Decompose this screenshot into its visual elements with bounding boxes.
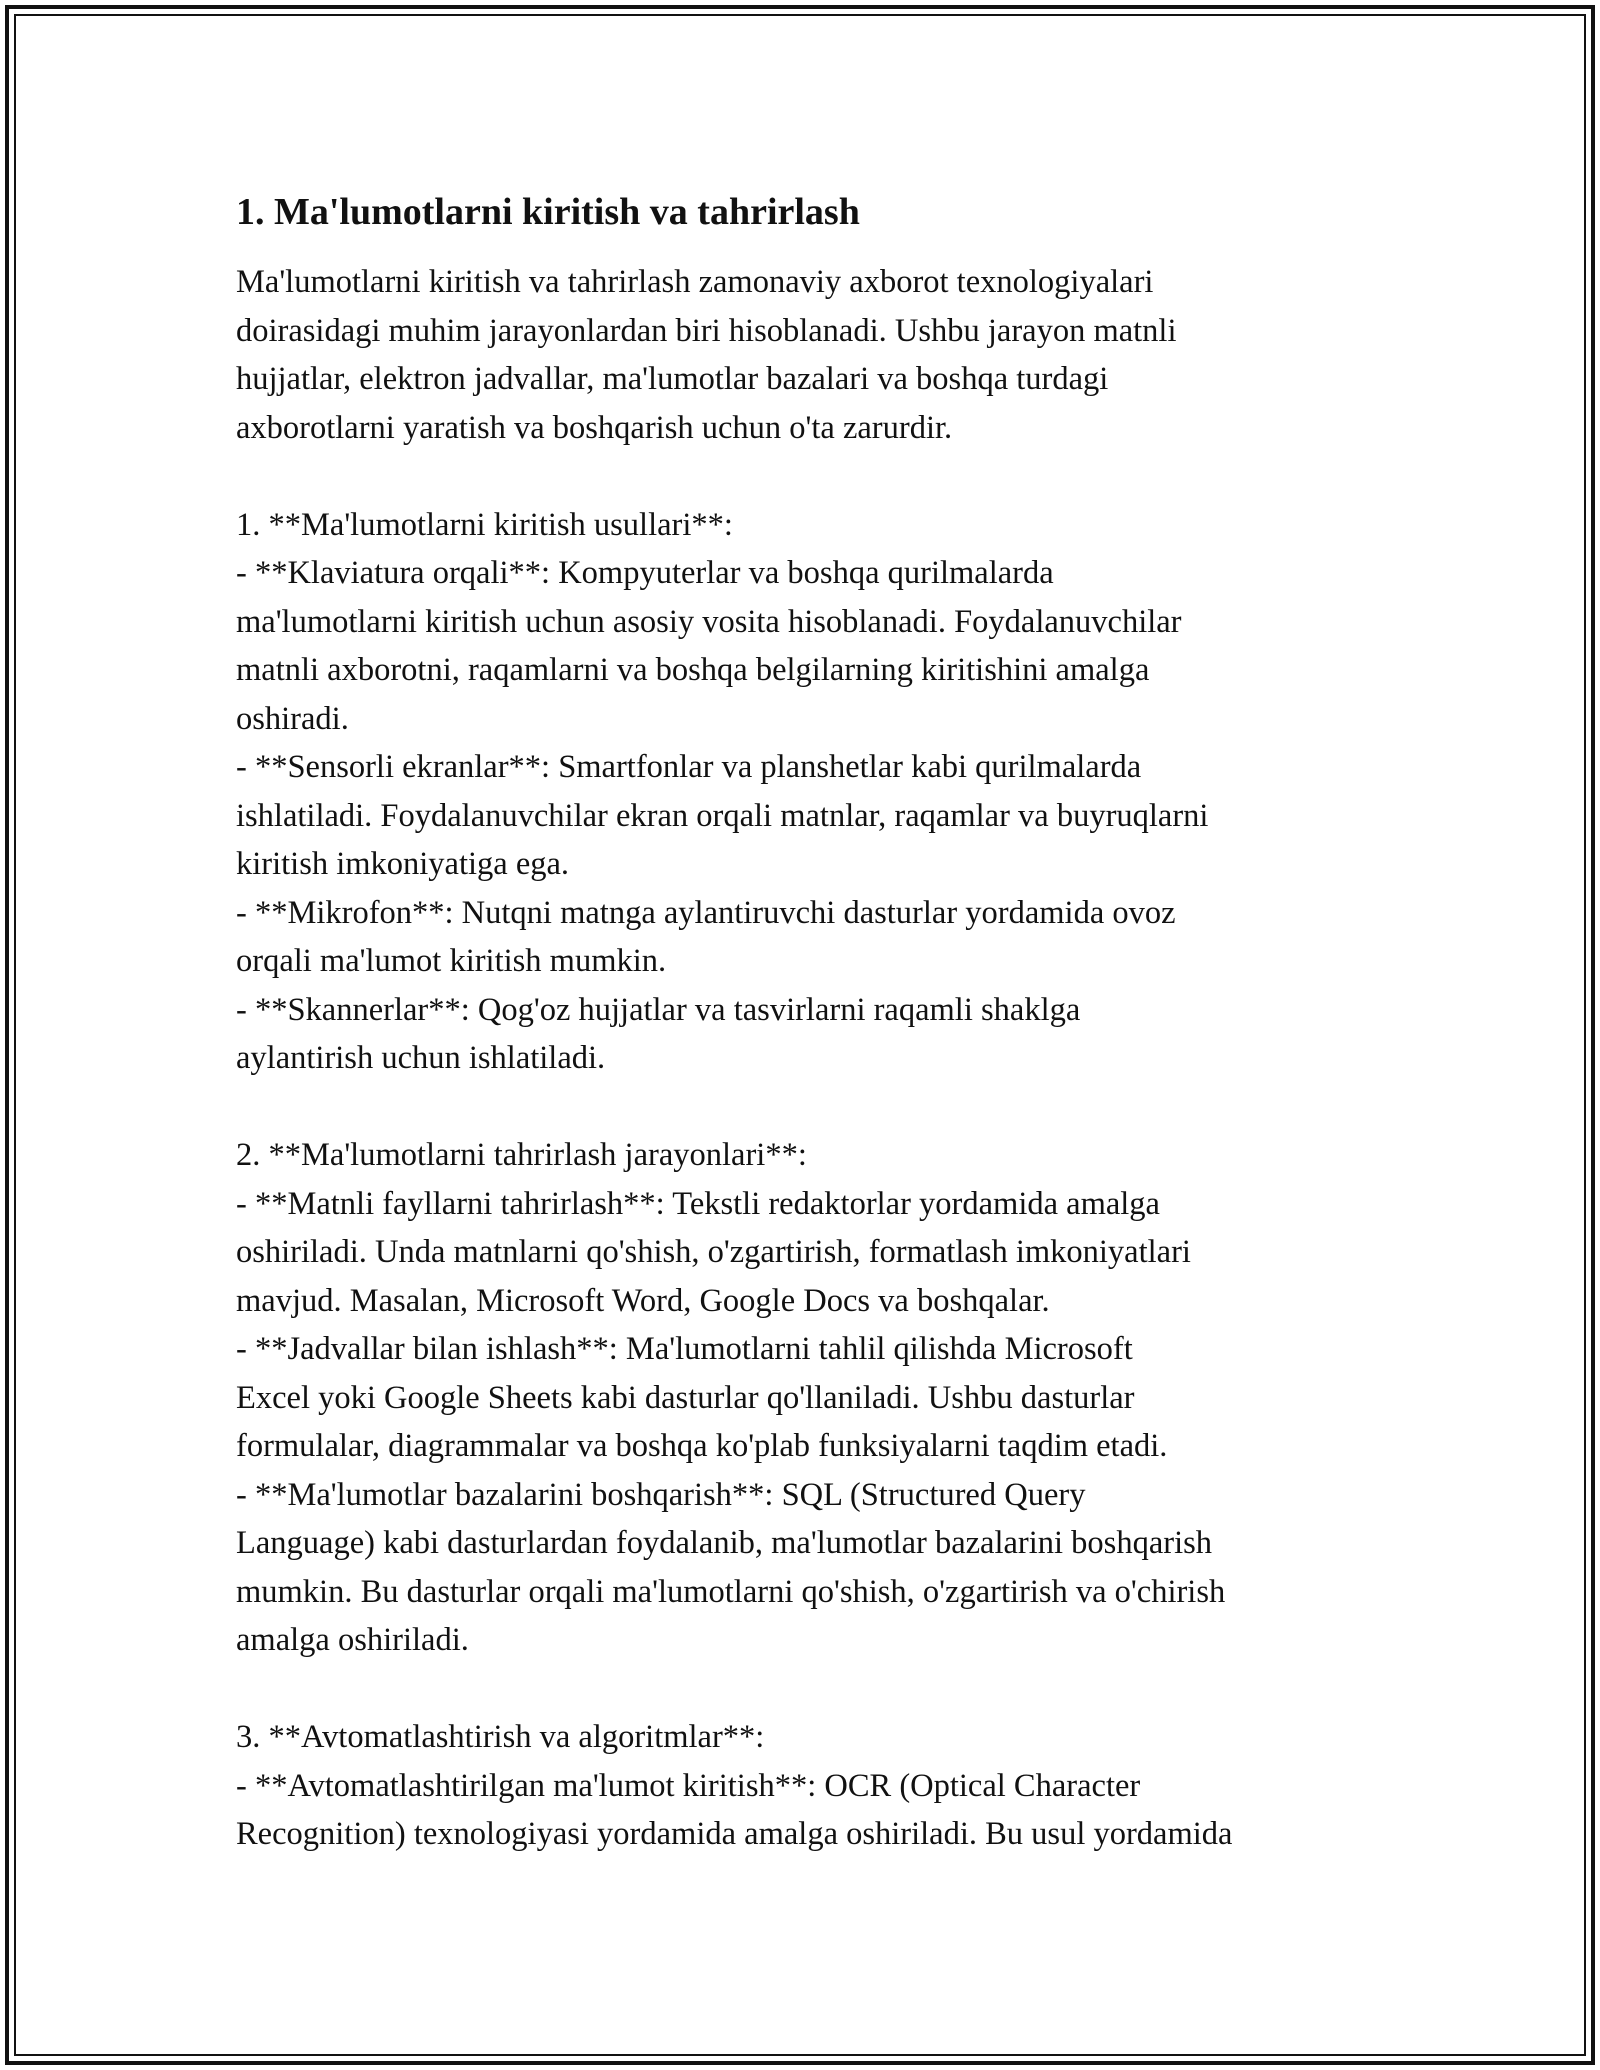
intro-paragraph: Ma'lumotlarni kiritish va tahrirlash zamonaviy axborot texnologiyalari doirasidagi muhim jarayonlardan biri hisoblanadi. Ushbu jarayon matnli hujjatlar, elektron jadvallar, ma'lumotlar bazalari va boshqa turdagi axborotlarni yaratish va boshqarish uchun o'ta zarurdir. [236, 264, 1177, 446]
paragraph-spacer [236, 1083, 1376, 1132]
section-automation: 3. **Avtomatlashtirish va algoritmlar**: - **Avtomatlashtirilgan ma'lumot kiritish**: OCR (Optical Character Recognition) texnologiyasi yordamida amalga oshiriladi. Bu usul yordamida [236, 1719, 1233, 1852]
document-body [236, 186, 1376, 1859]
section-input-methods: 1. **Ma'lumotlarni kiritish usullari**: - **Klaviatura orqali**: Kompyuterlar va boshqa qurilmalarda ma'lumotlarni kiritish uchun asosiy vosita hisoblanadi. Foydalanuvchilar matnli axborotni, raqamlarni va boshqa belgilarning kiritishini amalga oshiradi. - **Sensorli ekranlar**: Smartfonlar va planshetlar kabi qurilmalarda ishlatiladi. Foydalanuvchilar ekran orqali matnlar, raqamlar va buyruqlarni kiritish imkoniyatiga ega. - **Mikrofon**: Nutqni matnga aylantiruvchi dasturlar yordamida ovoz orqali ma'lumot kiritish mumkin. - **Skannerlar**: Qog'oz hujjatlar va tasvirlarni raqamli shaklga aylantirish uchun ishlatiladi. [236, 506, 1209, 1076]
section-editing-processes: 2. **Ma'lumotlarni tahrirlash jarayonlari**: - **Matnli fayllarni tahrirlash**: Tekstli redaktorlar yordamida amalga oshiriladi. Unda matnlarni qo'shish, o'zgartirish, formatlash imkoniyatlari mavjud. Masalan, Microsoft Word, Google Docs va boshqalar. - **Jadvallar bilan ishlash**: Ma'lumotlarni tahlil qilishda Microsoft Excel yoki Google Sheets kabi dasturlar qo'llaniladi. Ushbu dasturlar formulalar, diagrammalar va boshqa ko'plab funksiyalarni taqdim etadi. - **Ma'lumotlar bazalarini boshqarish**: SQL (Structured Query Language) kabi dasturlardan foydalanib, ma'lumotlar bazalarini boshqarish mumkin. Bu dasturlar orqali ma'lumotlarni qo'shish, o'zgartirish va o'chirish amalga oshiriladi. [236, 1137, 1226, 1658]
document-heading: 1. Ma'lumotlarni kiritish va tahrirlash [236, 191, 860, 233]
paragraph-spacer [236, 452, 1376, 501]
paragraph-spacer [236, 1665, 1376, 1714]
